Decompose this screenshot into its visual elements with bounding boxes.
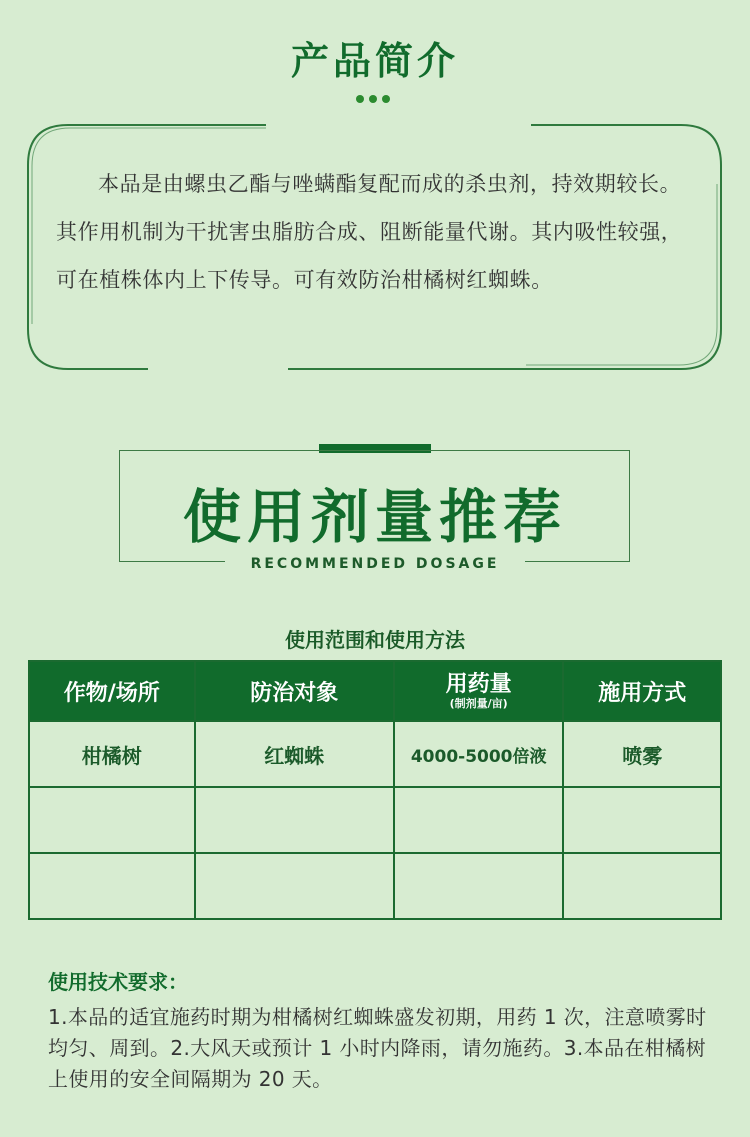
cell-method xyxy=(563,787,721,853)
decorative-dots xyxy=(356,88,396,98)
cell-crop xyxy=(29,853,195,919)
section-title: 产品简介 xyxy=(290,39,459,83)
table-row xyxy=(29,853,721,919)
table-title: 使用范围和使用方法 xyxy=(285,628,465,652)
cell-target: 红蜘蛛 xyxy=(195,721,394,787)
table-row xyxy=(29,787,721,853)
header-target: 防治对象 xyxy=(195,661,394,721)
cell-target xyxy=(195,853,394,919)
dosage-subtitle: RECOMMENDED DOSAGE xyxy=(250,556,500,572)
cell-dosage xyxy=(394,787,564,853)
intro-paragraph: 本品是由螺虫乙酯与唑螨酯复配而成的杀虫剂，持效期较长。其作用机制为干扰害虫脂肪合成、阻断能量代谢。其内吸性较强，可在植株体内上下传导。可有效防治柑橘树红蜘蛛。 xyxy=(56,172,683,292)
dosage-subtitle-wrap xyxy=(225,552,525,576)
cell-crop xyxy=(29,787,195,853)
header-dosage-label: 用药量 xyxy=(445,672,512,697)
cell-target xyxy=(195,787,394,853)
header-method: 施用方式 xyxy=(563,661,721,721)
header-dosage-note: (制剂量/亩) xyxy=(449,697,508,710)
dosage-title: 使用剂量推荐 xyxy=(182,483,567,551)
cell-dosage xyxy=(394,853,564,919)
table-row xyxy=(29,721,721,787)
requirements-text: 1.本品的适宜施药时期为柑橘树红蜘蛛盛发初期，用药 1 次，注意喷雾时均匀、周到。2.大风天或预计 1 小时内降雨，请勿施药。3.本品在柑橘树上使用的安全间隔期为 20 天。 xyxy=(48,1005,707,1091)
cell-method: 喷雾 xyxy=(563,721,721,787)
cell-dosage: 4000-5000倍液 xyxy=(394,721,564,787)
cell-crop: 柑橘树 xyxy=(29,721,195,787)
header-crop: 作物/场所 xyxy=(29,661,195,721)
usage-table xyxy=(28,660,722,920)
table-header-row xyxy=(29,661,721,721)
header-dosage xyxy=(394,661,564,721)
cell-method xyxy=(563,853,721,919)
requirements-title: 使用技术要求： xyxy=(48,970,188,994)
